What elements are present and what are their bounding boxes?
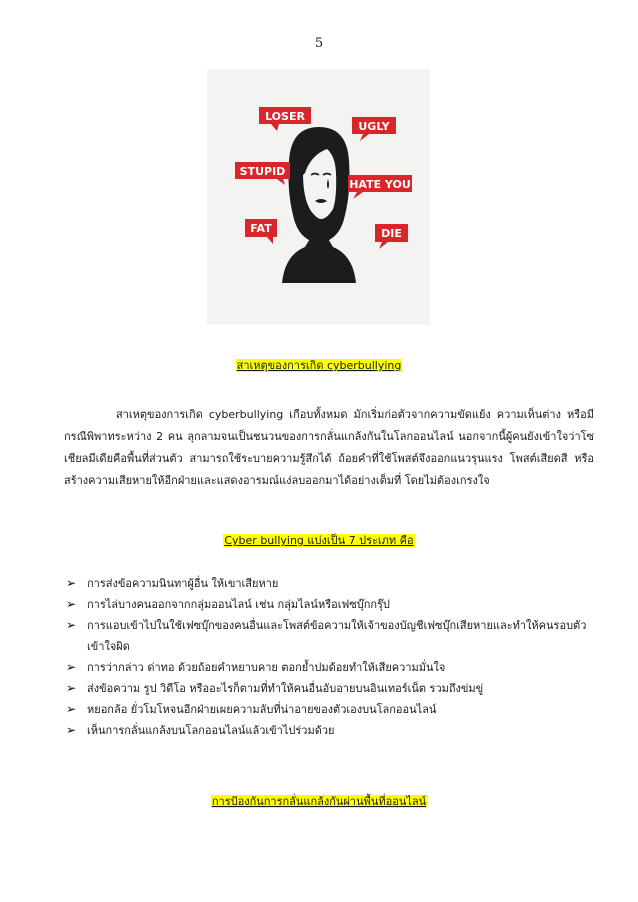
list-item-text: การไล่บางคนออกจากกลุ่มออนไลน์ เช่น กลุ่มไลน์หรือเฟซบุ๊กกรุ๊ป: [87, 598, 390, 611]
list-item-text: หยอกล้อ ยั่วโมโหจนอีกฝ่ายเผยความลับที่น่าอายของตัวเองบนโลกออนไลน์: [87, 703, 437, 716]
bubble-text-die: DIE: [381, 227, 402, 240]
list-item: [66, 594, 594, 615]
arrowhead-right-icon: ➢: [66, 723, 77, 737]
list-item-text: ส่งข้อความ รูป วิดีโอ หรืออะไรก็ตามที่ทำให้คนอื่นอับอายบนอินเทอร์เน็ต รวมถึงข่มขู่: [87, 682, 484, 695]
list-item: [66, 720, 594, 741]
bubble-text-ugly: UGLY: [358, 120, 390, 133]
speech-bubble-fat: [245, 219, 277, 244]
heading-types: [0, 531, 638, 549]
heading-prevention: [0, 792, 638, 810]
list-item: [66, 573, 594, 594]
speech-bubble-ugly: [352, 117, 396, 141]
speech-bubble-hate-you: [348, 175, 412, 199]
heading-prevention-text: การป้องกันการกลั่นแกล้งกันผ่านพื้นที่ออนไลน์: [211, 795, 427, 808]
arrowhead-right-icon: ➢: [66, 660, 77, 674]
list-item: [66, 678, 594, 699]
crying-woman-silhouette: [282, 127, 356, 283]
heading-causes-text: สาเหตุของการเกิด cyberbullying: [236, 359, 402, 372]
cyberbullying-types-list: [66, 573, 594, 741]
paragraph-causes: [64, 404, 594, 492]
speech-bubble-stupid: [235, 162, 290, 185]
bubble-text-hate-you: HATE YOU: [349, 178, 411, 191]
list-item: [66, 657, 594, 678]
list-item: [66, 699, 594, 720]
bubble-text-fat: FAT: [250, 222, 272, 235]
speech-bubble-loser: [259, 107, 311, 131]
list-item-text: การว่ากล่าว ด่าทอ ด้วยถ้อยคำหยาบคาย ตอกย้ำปมด้อยทำให้เสียความมั่นใจ: [87, 661, 446, 674]
arrowhead-right-icon: ➢: [66, 681, 77, 695]
bubble-text-stupid: STUPID: [239, 165, 286, 178]
arrowhead-right-icon: ➢: [66, 576, 77, 590]
cyberbullying-illustration: [207, 69, 430, 325]
speech-bubble-die: [375, 224, 408, 249]
heading-causes: [0, 356, 638, 374]
list-item-text: การแอบเข้าไปในใช้เฟซบุ๊กของคนอื่นและโพสต์ข้อความให้เจ้าของบัญชีเฟซบุ๊กเสียหายและทำให้คนรอบตัวเข้าใจผิด: [87, 619, 587, 653]
page-number: 5: [314, 36, 324, 51]
list-item-text: เห็นการกลั่นแกล้งบนโลกออนไลน์แล้วเข้าไปร่วมด้วย: [87, 724, 335, 737]
paragraph-causes-text: สาเหตุของการเกิด cyberbullying เกือบทั้งหมด มักเริ่มก่อตัวจากความขัดแย้ง ความเห็นต่าง หรือมีกรณีพิพาทระหว่าง 2 คน ลุกลามจนเป็นชนวนของการกลั่นแกล้งกันในโลกออนไลน์ นอกจากนี้ผู้คนยังเข้าใจว่าโซเชียลมีเดียคือพื้นที่ส่วนตัว สามารถใช้ระบายความรู้สึกได้ ถ้อยคำที่ใช้โพสต์จึงออกแนวรุนแรง โพสต์เสียดสี หรือสร้างความเสียหายให้อีกฝ่ายและแสดงอารมณ์แง่ลบออกมาได้อย่างเต็มที่ โดยไม่ต้องเกรงใจ: [64, 408, 594, 487]
arrowhead-right-icon: ➢: [66, 618, 77, 632]
list-item-text: การส่งข้อความนินทาผู้อื่น ให้เขาเสียหาย: [87, 577, 279, 590]
heading-types-text: Cyber bullying แบ่งเป็น 7 ประเภท คือ: [224, 534, 414, 547]
cyberbullying-illustration-svg: [207, 69, 430, 325]
bubble-text-loser: LOSER: [265, 110, 305, 123]
arrowhead-right-icon: ➢: [66, 702, 77, 716]
list-item: [66, 615, 594, 657]
arrowhead-right-icon: ➢: [66, 597, 77, 611]
